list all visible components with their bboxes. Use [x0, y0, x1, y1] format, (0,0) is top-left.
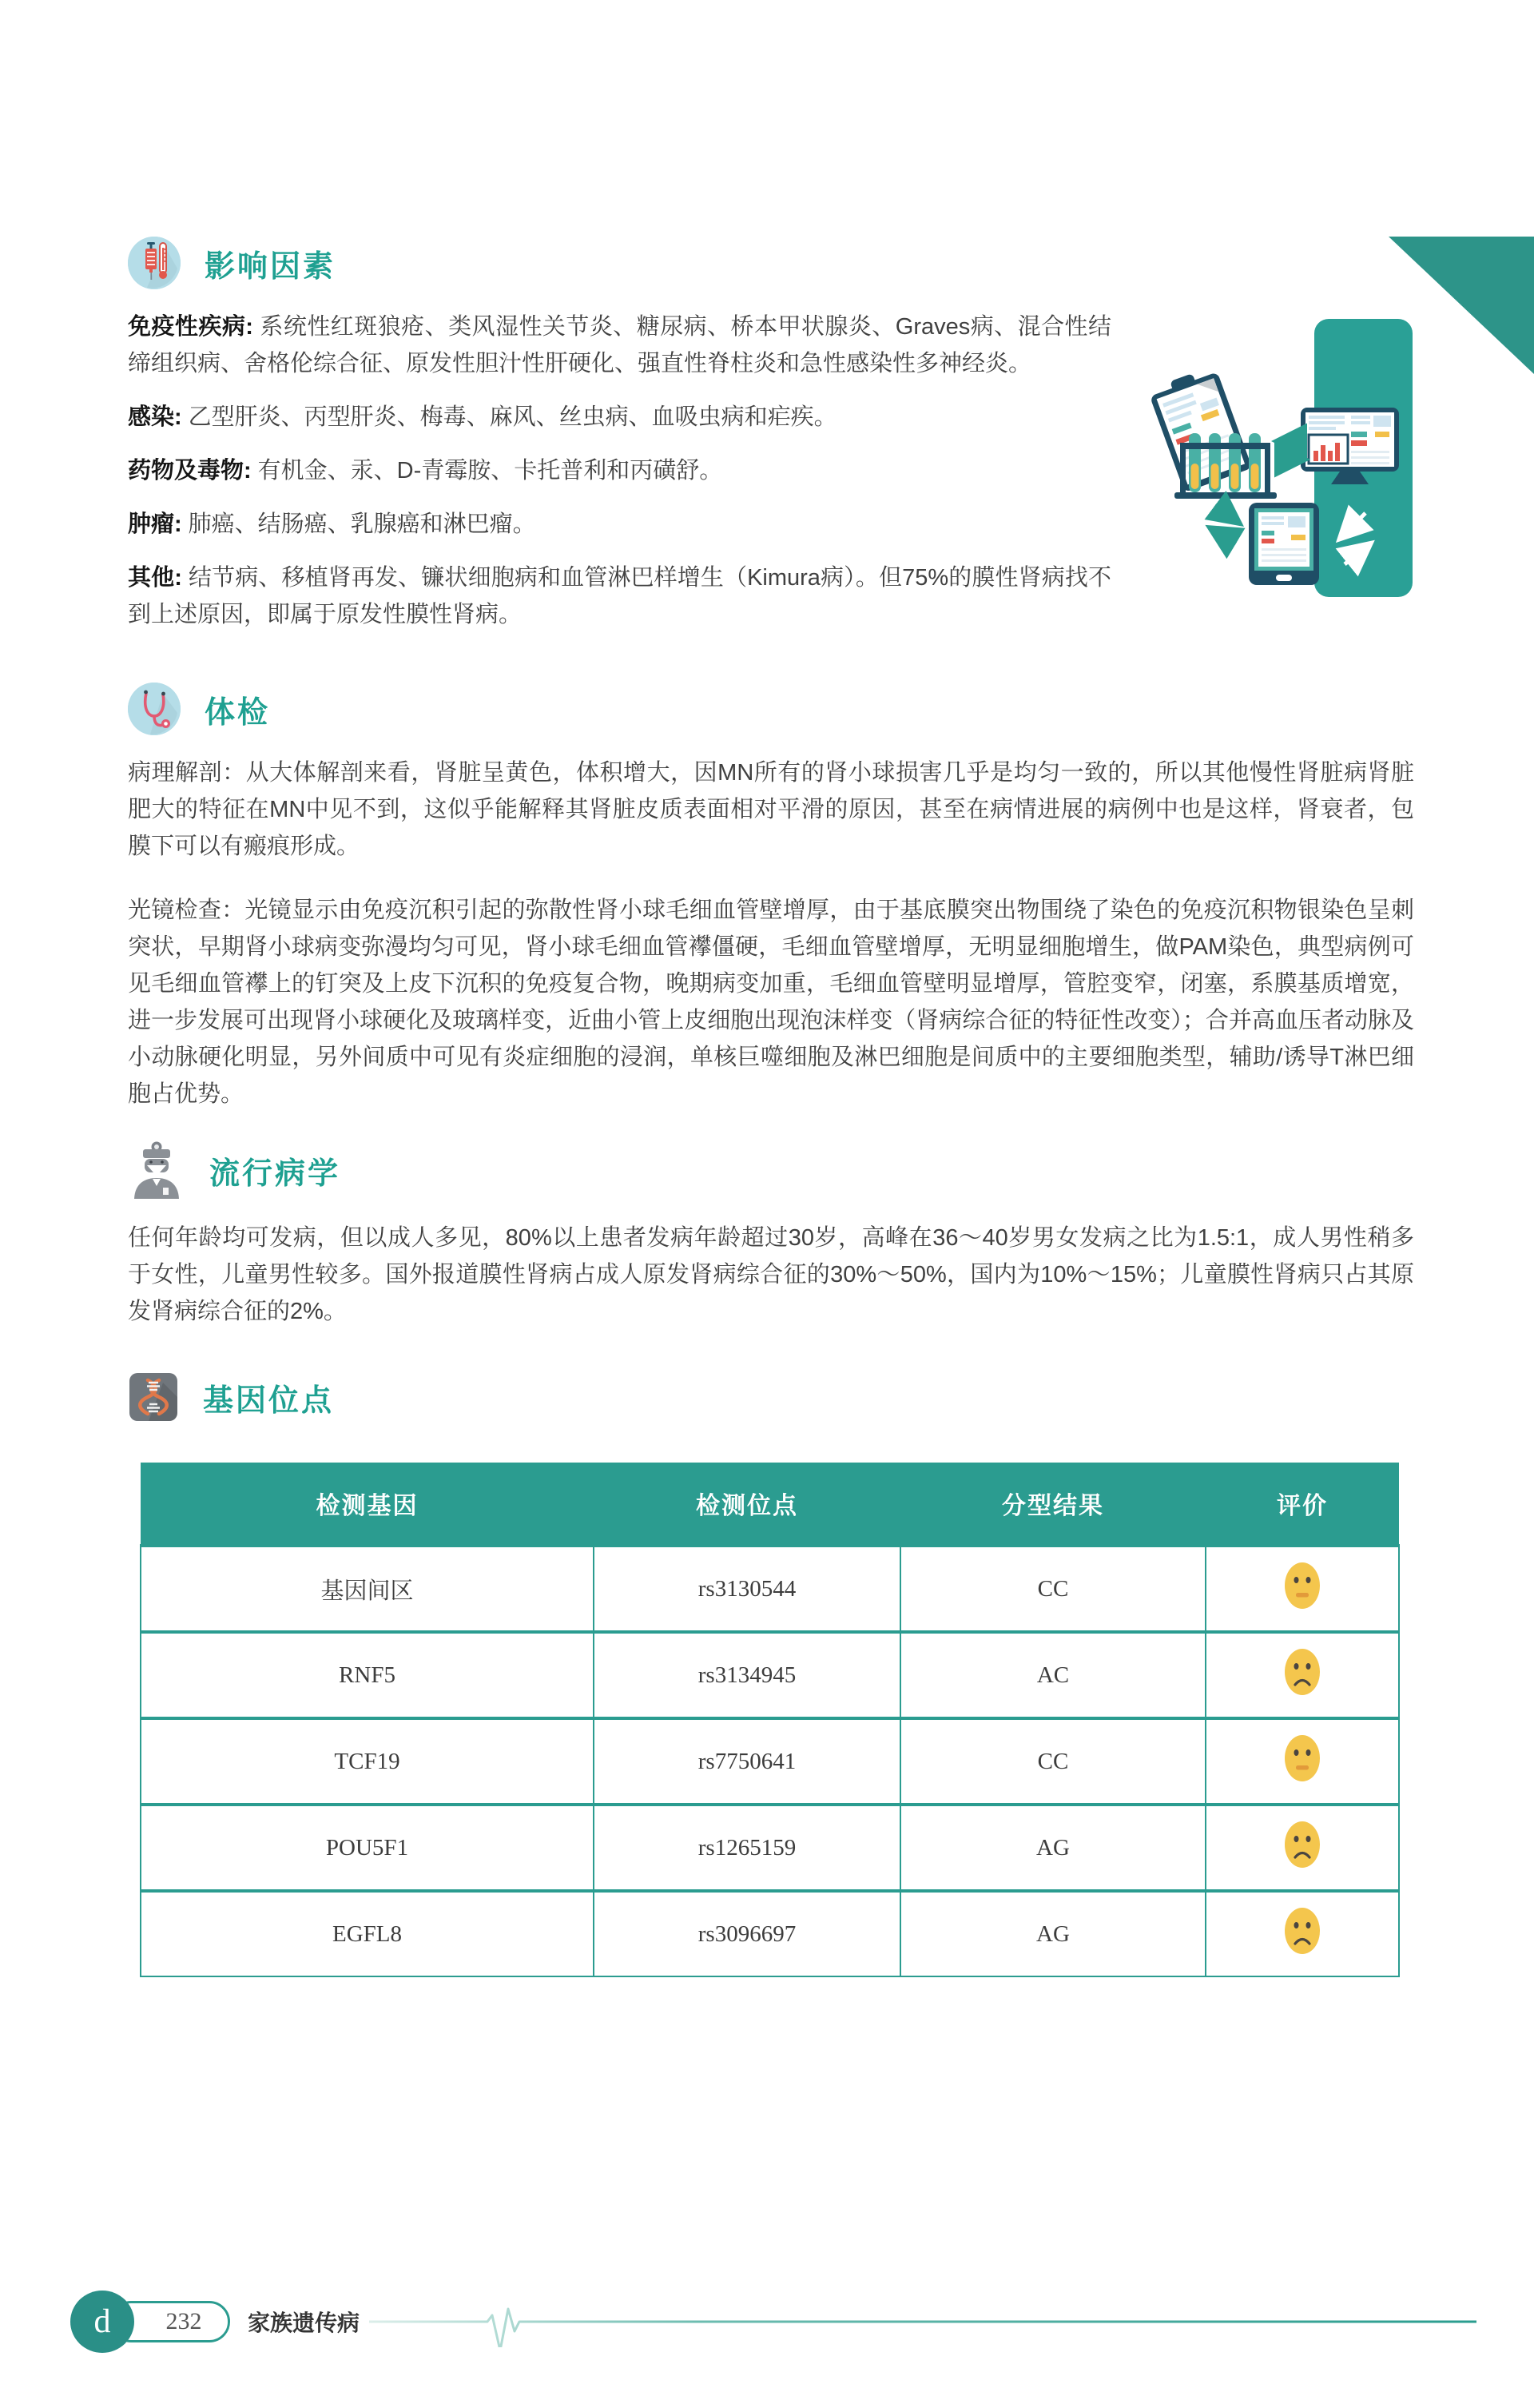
- column-header-evaluation: 评价: [1206, 1463, 1399, 1546]
- genotype-cell: CC: [900, 1718, 1206, 1805]
- paragraph-text: 系统性红斑狼疮、类风湿性关节炎、糖尿病、桥本甲状腺炎、Graves病、混合性结缔组织病、舍格伦综合征、原发性胆汁性肝硬化、强直性脊柱炎和急性感染性多神经炎。: [128, 314, 1111, 376]
- column-header-gene: 检测基因: [141, 1463, 594, 1546]
- paragraph-label: 药物及毒物:: [128, 458, 252, 484]
- locus-cell: rs3130544: [594, 1546, 900, 1632]
- paragraph-text: 肺癌、结肠癌、乳腺癌和淋巴瘤。: [188, 511, 536, 537]
- lab-illustration: [1139, 313, 1414, 605]
- table-row: [141, 1546, 1399, 1632]
- genotype-cell: AG: [900, 1891, 1206, 1976]
- section-gene-title: 基因位点: [203, 1383, 335, 1418]
- evaluation-face-icon: [1283, 1647, 1321, 1697]
- paragraph-text: 有机金、汞、D-青霉胺、卡托普利和丙磺舒。: [257, 458, 723, 484]
- doctor-icon: [128, 1140, 185, 1200]
- evaluation-cell: [1206, 1805, 1399, 1891]
- table-row: [141, 1632, 1399, 1718]
- gene-cell: POU5F1: [141, 1805, 594, 1891]
- section-epidemiology-title: 流行病学: [209, 1156, 341, 1191]
- section-factors-title: 影响因素: [205, 249, 336, 284]
- genotype-cell: AG: [900, 1805, 1206, 1891]
- ecg-line-decoration: [368, 2296, 1478, 2347]
- evaluation-face-icon: [1283, 1906, 1321, 1956]
- gene-cell: 基因间区: [141, 1546, 594, 1632]
- evaluation-cell: [1206, 1891, 1399, 1976]
- paragraph-label: 感染:: [128, 404, 182, 430]
- section-epidemiology-header: [128, 1140, 1414, 1200]
- physical-paragraph: 病理解剖：从大体解剖来看，肾脏呈黄色，体积增大，因MN所有的肾小球损害几乎是均匀一致的，所以其他慢性肾脏病肾脏肥大的特征在MN中见不到，这似乎能解释其肾脏皮质表面相对平滑的原因，甚至在病情进展的病例中也是这样，肾衰者，包膜下可以有瘢痕形成。: [128, 760, 1414, 859]
- page-footer: [70, 2291, 1500, 2353]
- table-row: [141, 1718, 1399, 1805]
- paragraph-label: 免疫性疾病:: [128, 314, 253, 340]
- section-factors-header: [128, 237, 1414, 289]
- gene-cell: TCF19: [141, 1718, 594, 1805]
- corner-decoration: [1389, 237, 1534, 374]
- locus-cell: rs1265159: [594, 1805, 900, 1891]
- epidemiology-paragraph: 任何年龄均可发病，但以成人多见，80%以上患者发病年龄超过30岁，高峰在36～40岁男女发病之比为1.5:1，成人男性稍多于女性，儿童男性较多。国外报道膜性肾病占成人原发肾病综合征的30%～50%，国内为10%～15%；儿童膜性肾病只占其原发肾病综合征的2%。: [128, 1225, 1414, 1324]
- paragraph-text: 结节病、移植肾再发、镰状细胞病和血管淋巴样增生（Kimura病）。但75%的膜性肾病找不到上述原因，即属于原发性膜性肾病。: [128, 565, 1111, 627]
- gene-loci-table: [140, 1463, 1400, 1977]
- syringe-icon: [128, 237, 181, 289]
- section-physical-header: [128, 683, 1414, 735]
- locus-cell: rs7750641: [594, 1718, 900, 1805]
- section-physical-body: [128, 754, 1414, 1112]
- page-number: 232: [165, 2308, 202, 2334]
- dna-icon: [128, 1371, 179, 1423]
- gene-cell: RNF5: [141, 1632, 594, 1718]
- stethoscope-icon: [128, 683, 181, 735]
- physical-paragraph: 光镜检查：光镜显示由免疫沉积引起的弥散性肾小球毛细血管壁增厚，由于基底膜突出物围绕了染色的免疫沉积物银染色呈刺突状，早期肾小球病变弥漫均匀可见，肾小球毛细血管襻僵硬，毛细血管壁增厚，无明显细胞增生，做PAM染色，典型病例可见毛细血管襻上的钉突及上皮下沉积的免疫复合物，晚期病变加重，毛细血管壁明显增厚，管腔变窄，闭塞，系膜基质增宽，进一步发展可出现肾小球硬化及玻璃样变，近曲小管上皮细胞出现泡沫样变（肾病综合征的特征性改变）；合并高血压者动脉及小动脉硬化明显，另外间质中可见有炎症细胞的浸润，单核巨噬细胞及淋巴细胞是间质中的主要细胞类型，辅助/诱导T淋巴细胞占优势。: [128, 898, 1414, 1107]
- genotype-cell: AC: [900, 1632, 1206, 1718]
- section-factors-body: [128, 308, 1414, 633]
- genotype-cell: CC: [900, 1546, 1206, 1632]
- evaluation-cell: [1206, 1632, 1399, 1718]
- evaluation-cell: [1206, 1546, 1399, 1632]
- table-header-row: [141, 1463, 1399, 1546]
- table-row: [141, 1891, 1399, 1976]
- locus-cell: rs3096697: [594, 1891, 900, 1976]
- gene-cell: EGFL8: [141, 1891, 594, 1976]
- column-header-locus: 检测位点: [594, 1463, 900, 1546]
- evaluation-face-icon: [1283, 1561, 1321, 1610]
- section-physical-title: 体检: [205, 695, 271, 730]
- paragraph-label: 其他:: [128, 565, 182, 591]
- section-epidemiology-body: [128, 1220, 1414, 1330]
- column-header-genotype: 分型结果: [900, 1463, 1206, 1546]
- evaluation-face-icon: [1283, 1820, 1321, 1869]
- report-series-label: 家族遗传病: [248, 2310, 360, 2335]
- table-row: [141, 1805, 1399, 1891]
- locus-cell: rs3134945: [594, 1632, 900, 1718]
- paragraph-text: 乙型肝炎、丙型肝炎、梅毒、麻风、丝虫病、血吸虫病和疟疾。: [188, 404, 837, 430]
- page-letter-badge: d: [70, 2291, 134, 2353]
- evaluation-cell: [1206, 1718, 1399, 1805]
- evaluation-face-icon: [1283, 1733, 1321, 1783]
- section-gene-header: [128, 1371, 1414, 1423]
- page-content: [0, 237, 1534, 1977]
- paragraph-label: 肿瘤:: [128, 511, 182, 537]
